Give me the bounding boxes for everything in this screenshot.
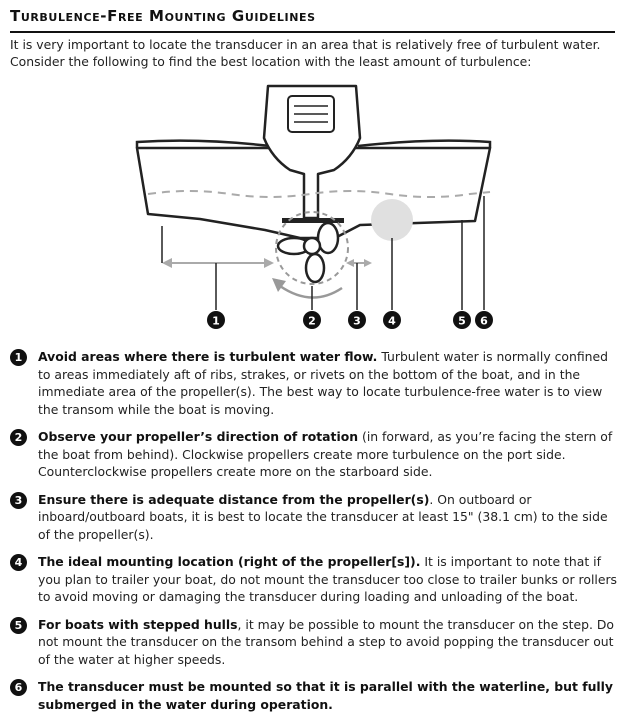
callout-6: [475, 311, 493, 329]
item-lead: For boats with stepped hulls: [38, 616, 238, 632]
svg-text:5: 5: [458, 314, 466, 328]
item-lead: The transducer must be mounted so that it is parallel with the waterline, but fully submerged in the water during operation.: [38, 679, 613, 712]
svg-text:1: 1: [212, 314, 220, 328]
svg-text:4: 4: [388, 314, 396, 328]
svg-text:3: 3: [353, 314, 361, 328]
guideline-item-6: [10, 678, 620, 713]
callout-1: [207, 311, 225, 329]
item-number-badge: 4: [10, 554, 27, 571]
callout-3: [348, 311, 366, 329]
guideline-item-4: [10, 553, 620, 606]
item-text: Turbulent water is normally confined to areas immediately aft of ribs, strakes, or rivets on the bottom of the boat, and in the immediate area of the propeller(s). The best way to locate turbulence-free water is to view the transom while the boat is moving.: [38, 349, 608, 417]
item-text: , it may be possible to mount the transducer on the step. Do not mount the transducer on the transom behind a step to avoid popping the transducer out of the water at higher speeds.: [38, 616, 614, 667]
guideline-item-1: [10, 348, 620, 418]
svg-text:2: 2: [308, 314, 316, 328]
item-number-badge: 1: [10, 349, 27, 366]
item-lead: Observe your propeller’s direction of rotation: [38, 429, 359, 444]
boat-transom-diagram: [0, 78, 625, 338]
intro-paragraph: It is very important to locate the transducer in an area that is relatively free of turbulent water. Consider the following to find the best location with the least amount of turbulence:: [10, 37, 601, 69]
item-lead: Avoid areas where there is turbulent water flow.: [38, 349, 378, 364]
item-text: (in forward, as you’re facing the stern of the boat from behind). Clockwise propellers create more turbulence on the port side. Counterclockwise propellers create more on the starboard side.: [38, 429, 613, 479]
item-number-badge: 3: [10, 492, 27, 509]
item-number-badge: 5: [10, 617, 27, 634]
callout-4: [383, 311, 401, 329]
page-title: Turbulence-Free Mounting Guidelines: [10, 7, 316, 25]
guideline-item-5: [10, 616, 620, 669]
item-lead: Ensure there is adequate distance from the propeller(s): [38, 491, 430, 507]
rotation-arrow: [280, 286, 342, 298]
svg-text:6: 6: [480, 314, 488, 328]
callout-5: [453, 311, 471, 329]
item-text: . On outboard or inboard/outboard boats, it is best to locate the transducer at least 15" (38.1 cm) to the side of the propeller(s).: [38, 491, 608, 542]
guideline-item-2: [10, 428, 620, 481]
title-rule: [10, 31, 615, 33]
item-number-badge: 6: [10, 679, 27, 696]
callout-2: [303, 311, 321, 329]
ideal-location-circle: [371, 199, 413, 241]
guideline-list: [10, 348, 620, 713]
item-number-badge: 2: [10, 429, 27, 446]
guideline-item-3: [10, 491, 620, 544]
item-text: It is important to note that if you plan to trailer your boat, do not mount the transducer too close to trailer bunks or rollers to avoid moving or damaging the transducer during loading and unloading of the boat.: [38, 554, 618, 604]
item-lead: The ideal mounting location (right of the propeller[s]).: [38, 554, 421, 569]
